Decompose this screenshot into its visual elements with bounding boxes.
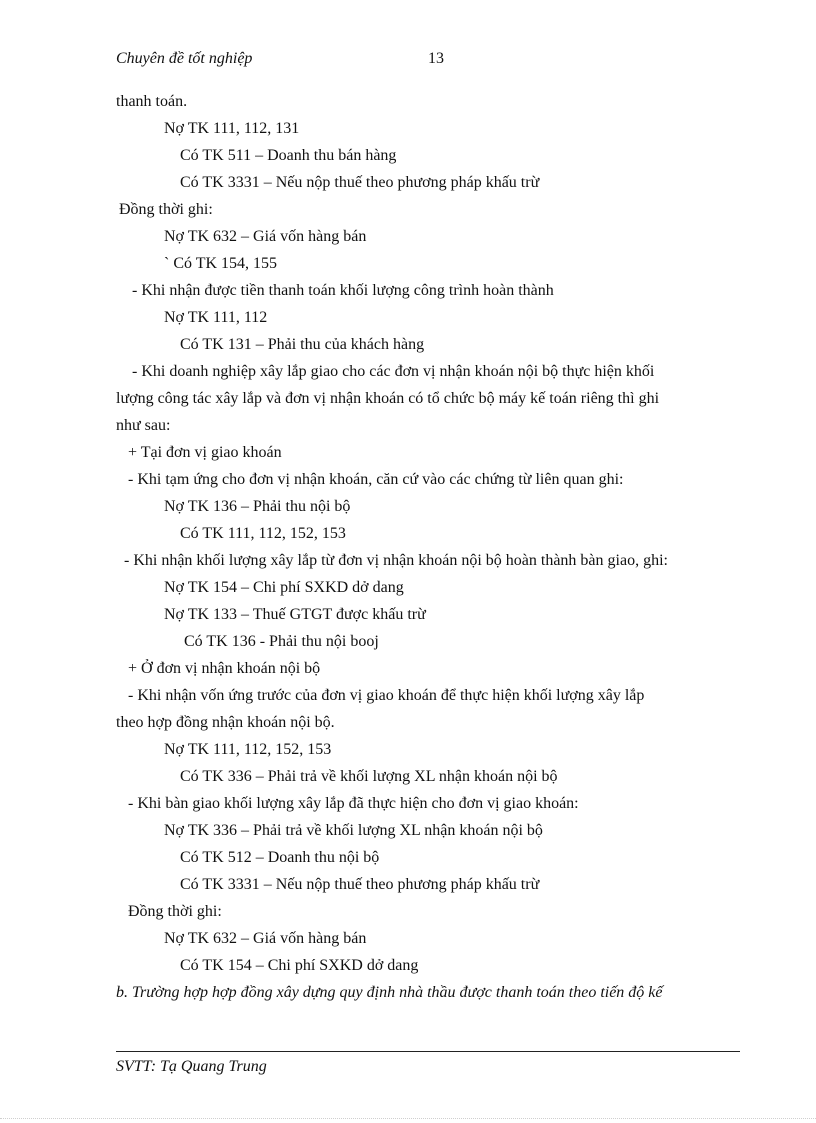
document-title: Chuyên đề tốt nghiệp — [116, 50, 253, 67]
text-line: - Khi nhận được tiền thanh toán khối lượng công trình hoàn thành — [132, 282, 554, 299]
journal-debit-line: Nợ TK 154 – Chi phí SXKD dở dang — [164, 579, 404, 596]
journal-credit-line: Có TK 136 - Phải thu nội booj — [184, 633, 379, 650]
page-edge-dotted-line — [0, 1118, 816, 1119]
text-line: Đồng thời ghi: — [128, 903, 222, 920]
text-line: - Khi bàn giao khối lượng xây lắp đã thực hiện cho đơn vị giao khoán: — [128, 795, 579, 812]
journal-debit-line: Nợ TK 336 – Phải trả về khối lượng XL nhận khoán nội bộ — [164, 822, 543, 839]
text-line: + Ở đơn vị nhận khoán nội bộ — [128, 660, 321, 677]
footer-author: SVTT: Tạ Quang Trung — [116, 1058, 267, 1075]
journal-debit-line: Nợ TK 632 – Giá vốn hàng bán — [164, 228, 367, 245]
text-line: thanh toán. — [116, 93, 188, 110]
journal-credit-line: Có TK 111, 112, 152, 153 — [180, 525, 346, 542]
journal-credit-line: ` Có TK 154, 155 — [164, 255, 278, 272]
journal-debit-line: Nợ TK 632 – Giá vốn hàng bán — [164, 930, 367, 947]
journal-credit-line: Có TK 512 – Doanh thu nội bộ — [180, 849, 380, 866]
journal-credit-line: Có TK 3331 – Nếu nộp thuế theo phương pháp khấu trừ — [180, 876, 540, 893]
journal-credit-line: Có TK 154 – Chi phí SXKD dở dang — [180, 957, 419, 974]
text-line: - Khi doanh nghiệp xây lắp giao cho các đơn vị nhận khoán nội bộ thực hiện khối — [132, 363, 655, 380]
text-line: - Khi nhận vốn ứng trước của đơn vị giao khoán để thực hiện khối lượng xây lắp — [128, 687, 645, 704]
journal-debit-line: Nợ TK 111, 112 — [164, 309, 268, 326]
text-line: như sau: — [116, 417, 171, 434]
journal-credit-line: Có TK 131 – Phải thu của khách hàng — [180, 336, 425, 353]
text-line: lượng công tác xây lắp và đơn vị nhận khoán có tổ chức bộ máy kế toán riêng thì ghi — [116, 390, 660, 407]
footer-divider — [116, 1051, 740, 1052]
text-line: Đồng thời ghi: — [119, 201, 213, 218]
text-line: - Khi tạm ứng cho đơn vị nhận khoán, căn cứ vào các chứng từ liên quan ghi: — [128, 471, 624, 488]
text-line: - Khi nhận khối lượng xây lắp từ đơn vị nhận khoán nội bộ hoàn thành bàn giao, ghi: — [124, 552, 668, 569]
journal-debit-line: Nợ TK 111, 112, 131 — [164, 120, 300, 137]
journal-credit-line: Có TK 336 – Phải trả về khối lượng XL nhận khoán nội bộ — [180, 768, 558, 785]
page-number: 13 — [428, 50, 444, 67]
section-heading-b: b. Trường hợp hợp đồng xây dựng quy định nhà thầu được thanh toán theo tiến độ kế — [116, 984, 663, 1001]
journal-debit-line: Nợ TK 111, 112, 152, 153 — [164, 741, 332, 758]
journal-debit-line: Nợ TK 133 – Thuế GTGT được khấu trừ — [164, 606, 426, 623]
page-header — [116, 46, 756, 72]
journal-credit-line: Có TK 3331 – Nếu nộp thuế theo phương pháp khấu trừ — [180, 174, 540, 191]
journal-credit-line: Có TK 511 – Doanh thu bán hàng — [180, 147, 397, 164]
journal-debit-line: Nợ TK 136 – Phải thu nội bộ — [164, 498, 351, 515]
text-line: + Tại đơn vị giao khoán — [128, 444, 282, 461]
text-line: theo hợp đồng nhận khoán nội bộ. — [116, 714, 335, 731]
